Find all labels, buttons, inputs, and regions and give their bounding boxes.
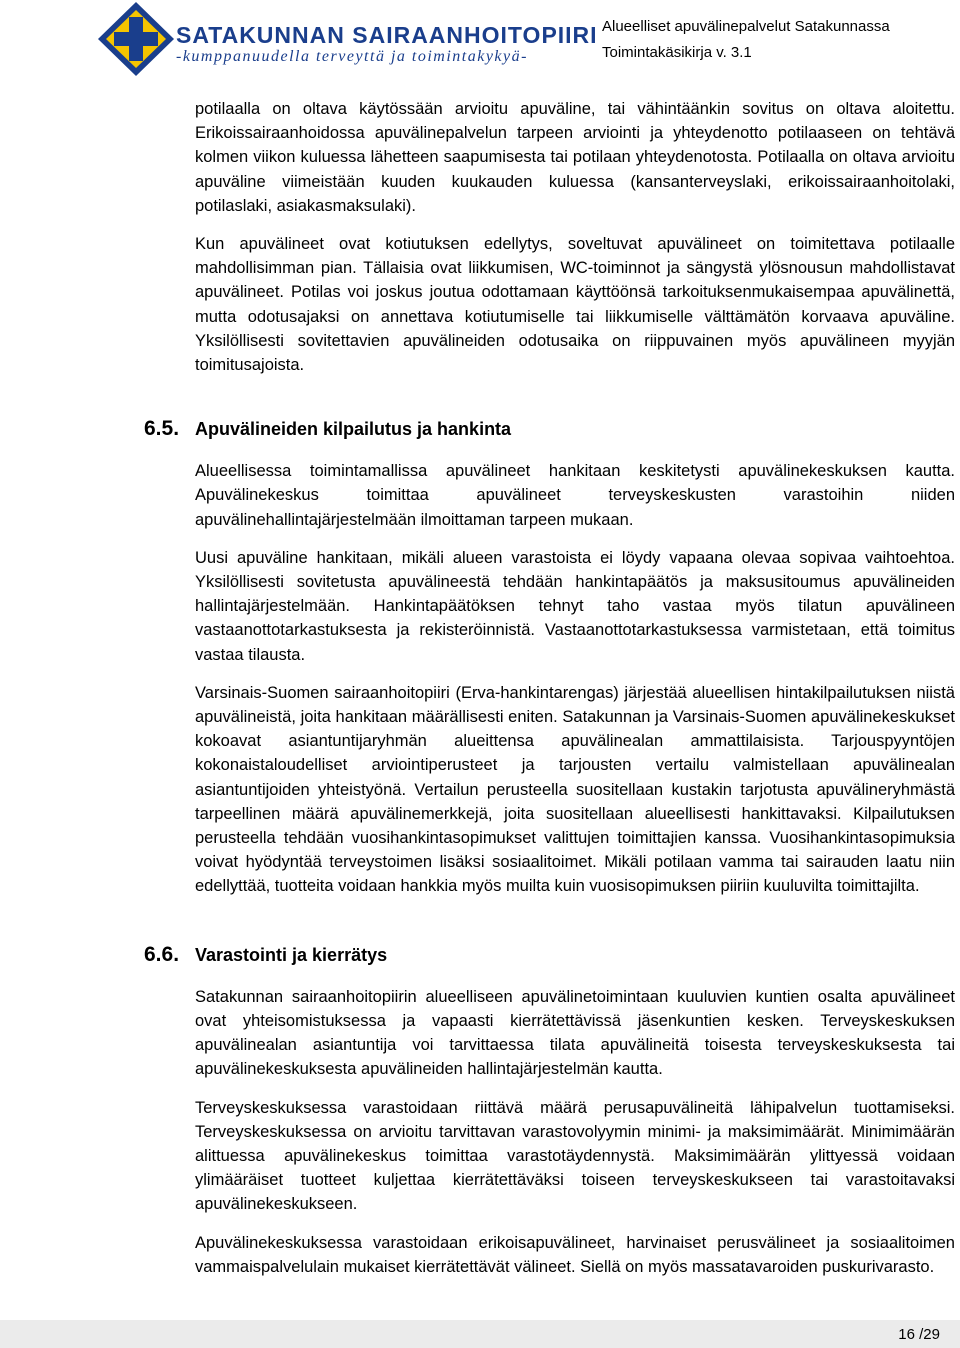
section-title: Apuvälineiden kilpailutus ja hankinta	[195, 419, 512, 440]
section-6-6-paragraph-1: Satakunnan sairaanhoitopiirin alueelliseen apuvälinetoimintaan kuuluvien kuntien osalta apuvälineet ovat yhteisomistuksessa ja vapaasti kierrätettävissä jäsenkuntien kesken. Terveyskeskuksen apuvälinealan asiantuntija voi tarvittaessa tilata apuvälineitä toisesta terveyskeskuksesta tai apuvälinekeskuksesta apuvälineiden hallintajärjestelmän kautta.	[195, 987, 955, 1079]
page-footer	[0, 1320, 960, 1348]
section-heading-6-5	[144, 417, 955, 441]
section-number: 6.5.	[144, 417, 180, 441]
section-title: Varastointi ja kierrätys	[195, 944, 388, 965]
logo	[92, 0, 188, 78]
page-number: 16 /29	[898, 1326, 940, 1343]
section-number: 6.6.	[144, 942, 180, 966]
org-slogan: -kumppanuudella terveyttä ja toimintakykyä-	[176, 48, 528, 65]
section-6-5-paragraph-1: Alueellisessa toimintamallissa apuvälineet hankitaan keskitetysti apuvälinekeskuksen kautta. Apuvälinekeskus toimittaa apuvälineet terveyskeskusten varastoihin niiden apuvälinehallintajärjestelmään ilmoittaman tarpeen mukaan.	[195, 462, 955, 529]
doc-version: Toimintakäsikirja v. 3.1	[602, 44, 752, 61]
section-heading-6-6	[144, 943, 955, 967]
doc-title: Alueelliset apuvälinepalvelut Satakunnassa	[602, 18, 890, 35]
page-body	[144, 97, 955, 1279]
header-doc-info	[602, 14, 890, 66]
intro-paragraph-2: Kun apuvälineet ovat kotiutuksen edellytys, soveltuvat apuvälineet on toimitettava potilaalle mahdollisimman pian. Tällaisia ovat liikkumisen, WC-toiminnot ja sängystä ylösnousun mahdollistavat apuvälineet. Potilas voi joskus joutua odottamaan käyttöönsä tarkoituksenmukaisempaa apuvälinettä, mutta odotusajaksi on annettava kotiutumiselle tai liikkumiselle välttämätön korvaava apuväline. Yksilöllisesti sovitettavien apuvälineiden odotusaika on riippuvainen myös apuvälineen myyjän toimitusajoista.	[195, 235, 955, 375]
section-6-5-paragraph-2: Uusi apuväline hankitaan, mikäli alueen varastoista ei löydy vapaana olevaa sopivaa vaihtoehtoa. Yksilöllisesti sovitetusta apuvälineestä tehdään hankintapäätös ja maksusitoumus apuvälineiden hallintajärjestelmään. Hankintapäätöksen tehnyt taho vastaa myös tilatun apuvälineen vastaanottotarkastuksesta ja rekisteröinnistä. Vastaanottotarkastuksessa varmistetaan, että toimitus vastaa tilausta.	[195, 548, 955, 664]
section-6-6-paragraph-3: Apuvälinekeskuksessa varastoidaan erikoisapuvälineet, harvinaiset perusvälineet ja sosiaalitoimen vammaispalvelulain mukaiset kierrätettävät välineet. Siellä on myös massatavaroiden puskurivarasto.	[195, 1233, 955, 1276]
section-6-5-paragraph-3: Varsinais-Suomen sairaanhoitopiiri (Erva-hankintarengas) järjestää alueellisen hintakilpailutuksen niistä apuvälineistä, joita hankitaan määrällisesti eniten. Satakunnan ja Varsinais-Suomen apuvälinekeskukset kokoavat asiantuntijaryhmän alueittensa apuvälinealan ammattilaisista. Tarjouspyyntöjen kokonaistaloudelliset arviointiperusteet ja tarjousten vertailu valmistellaan apuvälinealan asiantuntijoiden yhteistyönä. Vertailun perusteella suositellaan kustakin tarjotusta apuvälineryhmästä tarpeellinen määrä apuvälinemerkkejä, joita suositellaan alueellisesti hankittavaksi. Kilpailutuksen perusteella tehdään vuosihankintasopimukset valittujen toimittajien kanssa. Vuosihankintasopimuksia voivat hyödyntää terveystoimen lisäksi sosiaalitoimet. Mikäli potilaan vamma tai sairauden laatu niin edellyttää, tuotteita voidaan hankkia myös muilta kuin vuosisopimuksen piiriin kuuluvilta toimittajilta.	[195, 683, 955, 896]
org-name: SATAKUNNAN SAIRAANHOITOPIIRI	[176, 22, 598, 48]
intro-paragraph-1: potilaalla on oltava käytössään arvioitu apuväline, tai vähintäänkin sovitus on oltava aloitettu. Erikoissairaanhoidossa apuvälinepalvelun tarpeen arviointi ja yhteydenotto potilaaseen on tehtävä kolmen viikon kuluessa lähetteen saapumisesta tai potilaan yhteydenotosta. Potilaalla on oltava arvioitu apuväline viimeistään kuuden kuukauden kuluessa (kansanterveyslaki, erikoissairaanhoitolaki, potilaslaki, asiakasmaksulaki).	[195, 100, 955, 215]
section-6-6-paragraph-2: Terveyskeskuksessa varastoidaan riittävä määrä perusapuvälineitä lähipalvelun tuottamiseksi. Terveyskeskuksessa on arvioitu tarvittavan varastovolyymin minimi- ja maksimimäärät. Minimimäärän alittuessa apuvälinekeskus toimittaa varastotäydennystä. Maksimimäärän ylittyessä voidaan ylimääräiset tuotteet kuljettaa kierrätettäväksi toiseen terveyskeskukseen tai varastoitavaksi apuvälinekeskukseen.	[195, 1098, 955, 1214]
